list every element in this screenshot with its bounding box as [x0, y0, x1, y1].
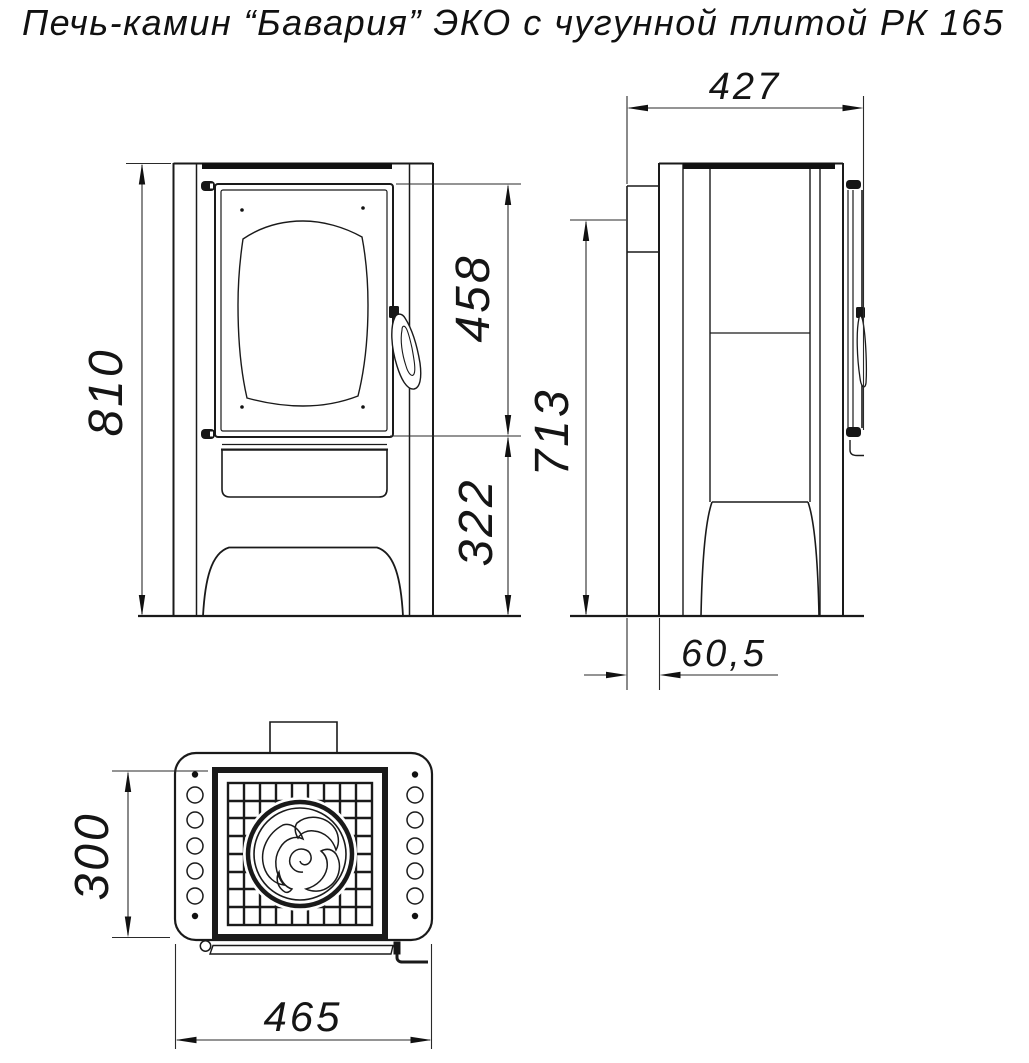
- side-dimensions: [526, 66, 864, 690]
- dim-overall-height: 810: [80, 347, 133, 437]
- door-handle-side: [856, 307, 866, 387]
- rear-panel: [627, 186, 659, 616]
- top-plate-edge-side: [683, 163, 835, 170]
- door-hinge-bottom: [201, 429, 215, 439]
- dim-rear-height: 713: [526, 387, 579, 477]
- dim-rear-offset: 60,5: [681, 633, 767, 675]
- door-hinge-top: [201, 181, 215, 191]
- hinge-top-side: [846, 180, 861, 189]
- fire-door: [201, 181, 421, 439]
- cast-iron-plate: [215, 770, 385, 937]
- dim-door-height: 458: [447, 253, 500, 343]
- latch-hook: [850, 440, 864, 456]
- page-title: Печь-камин “Бавария” ЭКО с чугунной плитой РК 165: [22, 2, 1005, 43]
- dim-depth: 427: [708, 66, 782, 108]
- top-dimensions: [66, 771, 432, 1049]
- side-view: [570, 163, 866, 617]
- flue-collar: [270, 722, 337, 752]
- door-top-profile: [200, 941, 428, 962]
- door-glass: [238, 221, 368, 406]
- top-plate-edge: [202, 163, 392, 170]
- ash-drawer: [221, 445, 388, 498]
- top-view: [175, 722, 432, 962]
- dim-overall-width: 465: [263, 993, 343, 1040]
- front-leg-arch: [203, 548, 403, 617]
- side-leg-arch: [701, 502, 819, 616]
- hinge-bottom-side: [846, 427, 861, 437]
- dim-plate-depth: 300: [66, 811, 119, 901]
- dim-base-height: 322: [450, 477, 503, 567]
